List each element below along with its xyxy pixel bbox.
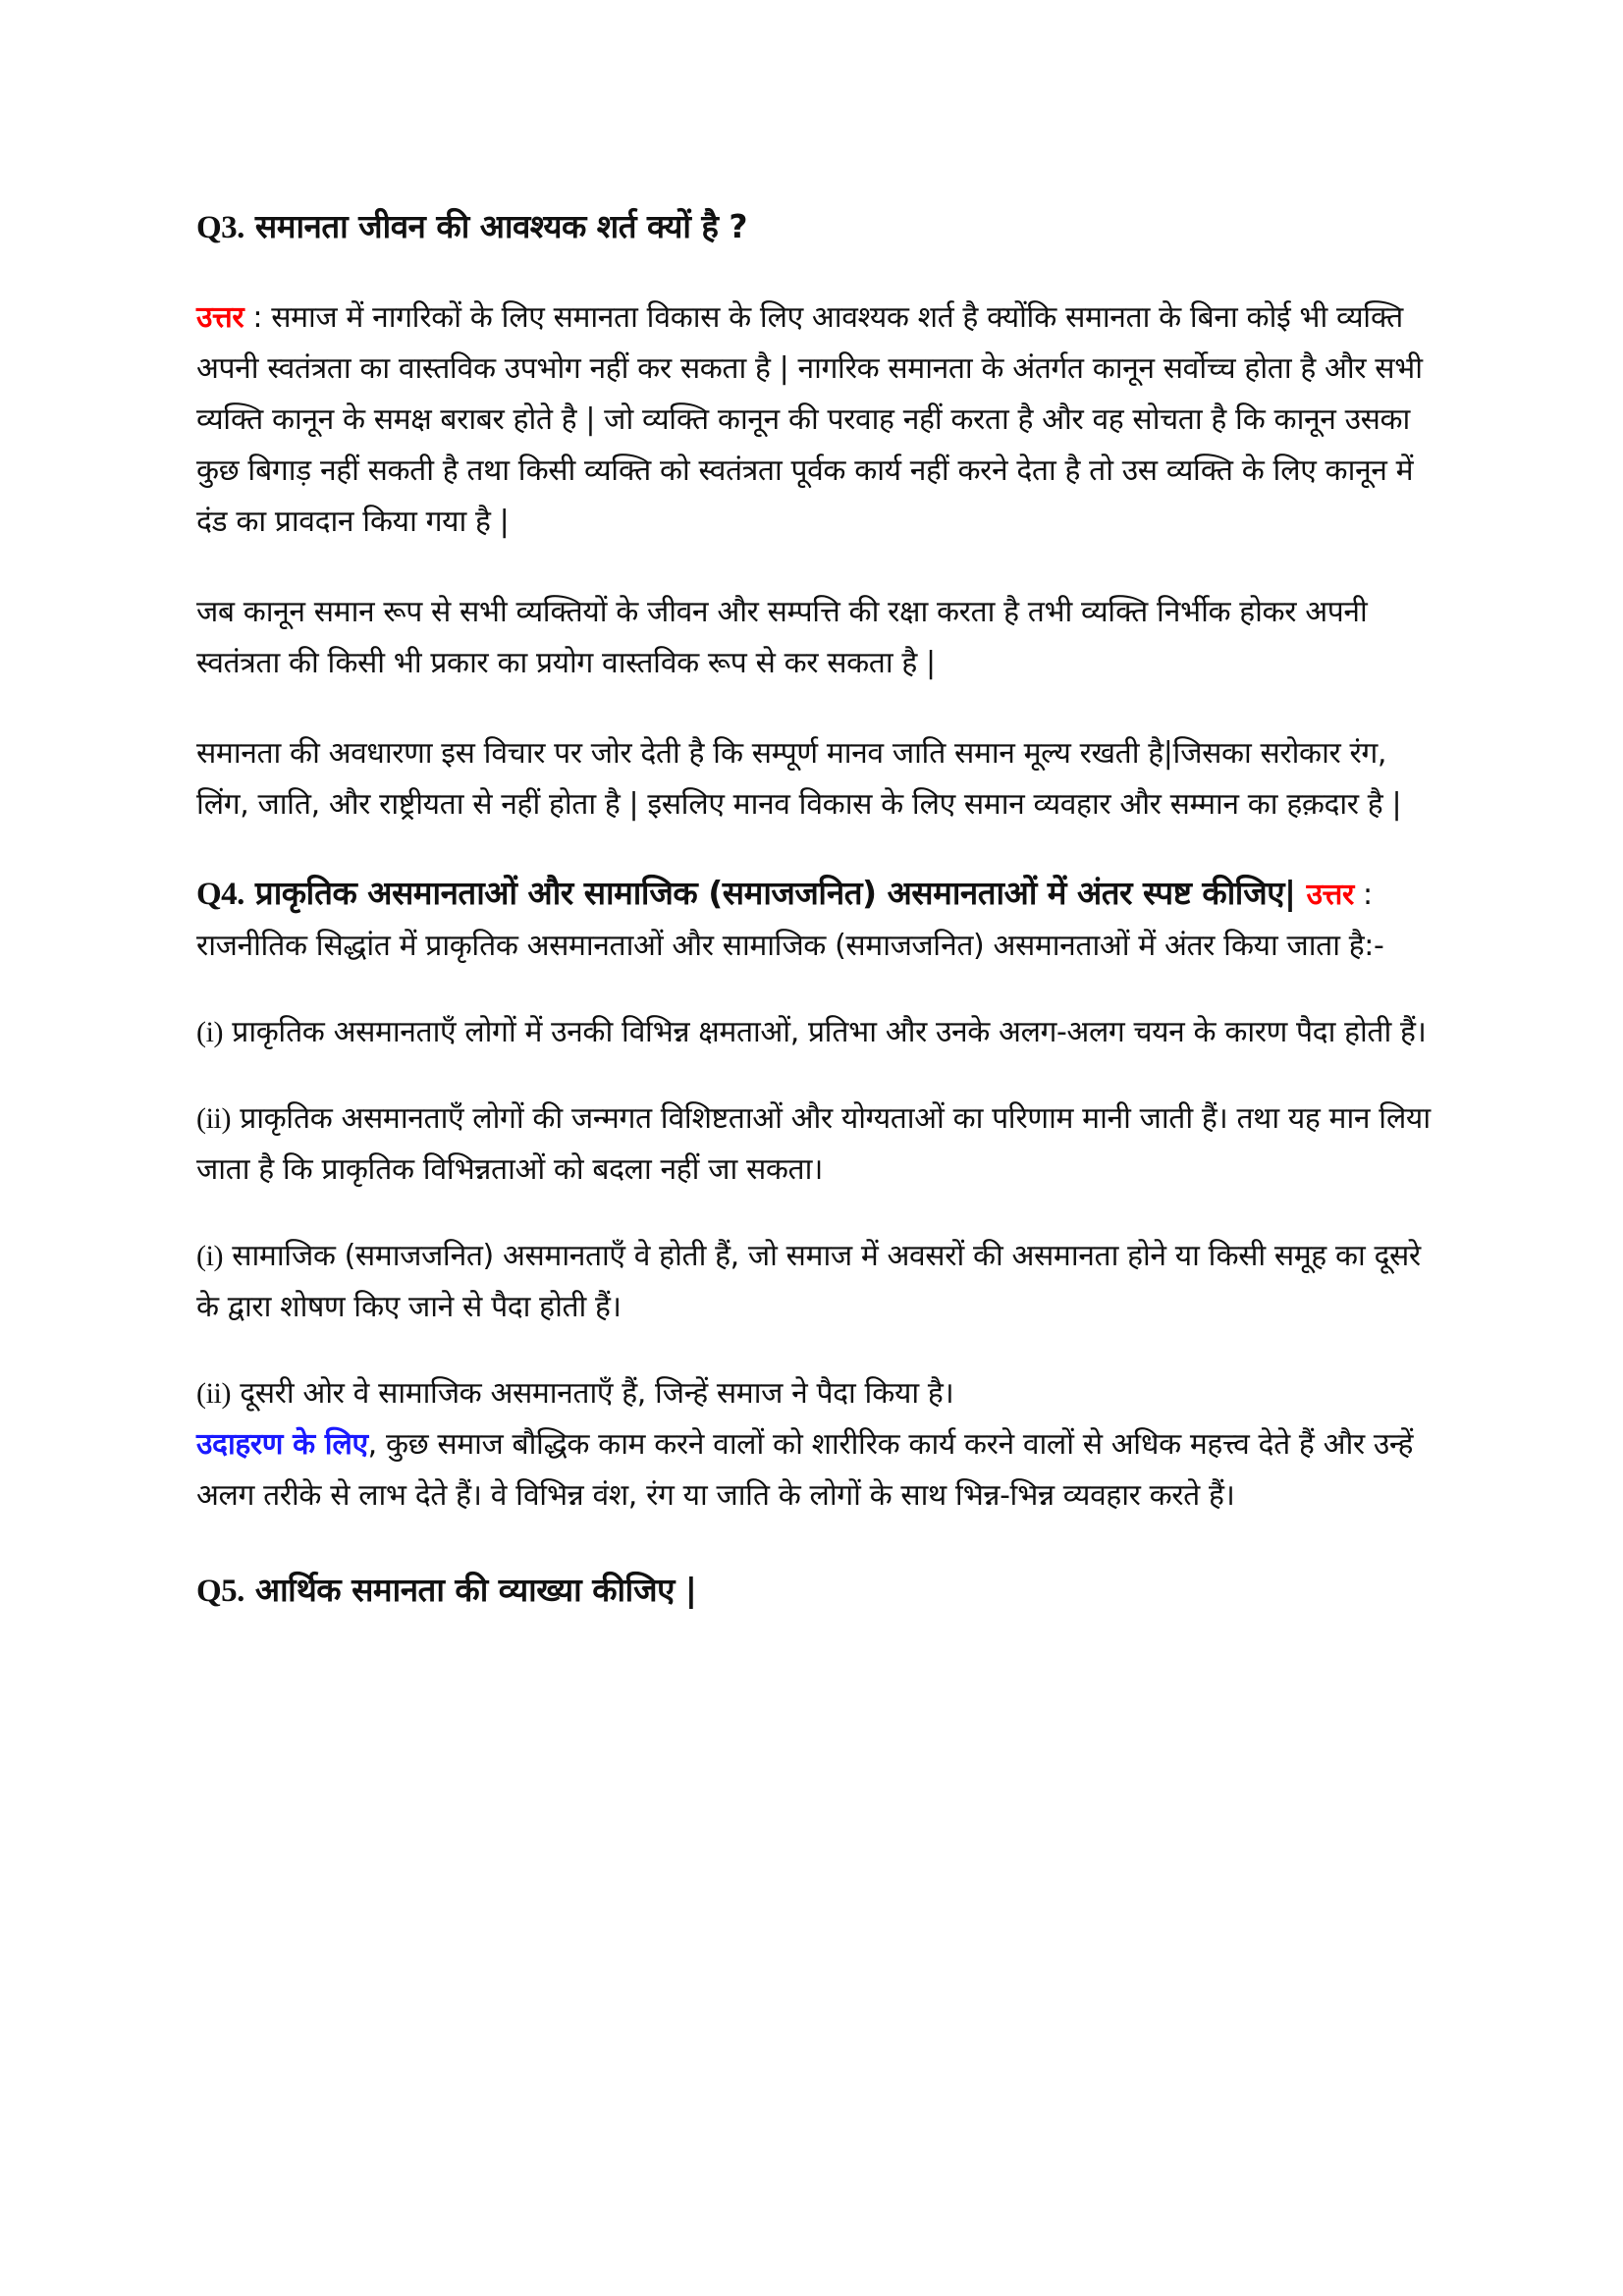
answer-intro-text: : राजनीतिक सिद्धांत में प्राकृतिक असमानताओं और सामाजिक (समाजजनित) असमानताओं में अंतर किया जाता है:- xyxy=(196,878,1384,963)
list-marker: (ii) xyxy=(196,1377,232,1410)
question-text: समानता जीवन की आवश्यक शर्त क्यों है ? xyxy=(254,207,748,245)
list-item-text: दूसरी ओर वे सामाजिक असमानताएँ हैं, जिन्हें समाज ने पैदा किया है। xyxy=(231,1376,954,1411)
list-item-text: सामाजिक (समाजजनित) असमानताएँ वे होती हैं, जो समाज में अवसरों की असमानता होने या किसी समूह का दूसरे के द्वारा शोषण किए जाने से पैदा होती हैं। xyxy=(196,1239,1421,1324)
list-item xyxy=(196,1094,1434,1196)
question-number: Q4. xyxy=(196,877,244,912)
question-4-heading xyxy=(196,874,1307,912)
list-item xyxy=(196,1368,1434,1522)
list-item xyxy=(196,1007,1434,1058)
answer-text: : समाज में नागरिकों के लिए समानता विकास के लिए आवश्यक शर्त है क्योंकि समानता के बिना कोई भी व्यक्ति अपनी स्वतंत्रता का वास्तविक उपभोग नहीं कर सकता है | नागरिक समानता के अंतर्गत कानून सर्वोच्च होता है और सभी व्यक्ति कानून के समक्ष बराबर होते है | जो व्यक्ति कानून की परवाह नहीं करता है और वह सोचता है कि कानून उसका कुछ बिगाड़ नहीं सकती है तथा किसी व्यक्ति को स्वतंत्रता पूर्वक कार्य नहीं करने देता है तो उस व्यक्ति के लिए कानून में दंड का प्रावदान किया गया है | xyxy=(196,300,1423,539)
question-4-block xyxy=(196,868,1434,972)
list-marker: (i) xyxy=(196,1016,224,1048)
paragraph: समानता की अवधारणा इस विचार पर जोर देती है कि सम्पूर्ण मानव जाति समान मूल्य रखती है|जिसका सरोकार रंग, लिंग, जाति, और राष्ट्रीयता से नहीं होता है | इसलिए मानव विकास के लिए समान व्यवहार और सम्मान का हक़दार है | xyxy=(196,736,1402,822)
answer-paragraph xyxy=(196,293,1434,548)
question-number: Q3. xyxy=(196,210,244,245)
question-3-heading xyxy=(196,201,1434,253)
question-text: प्राकृतिक असमानताओं और सामाजिक (समाजजनित) असमानताओं में अंतर स्पष्ट कीजिए| xyxy=(254,874,1296,912)
answer-label: उत्तर xyxy=(196,300,244,335)
question-5-heading xyxy=(196,1565,1434,1617)
example-label: उदाहरण के लिए xyxy=(196,1427,368,1462)
list-item-text: प्राकृतिक असमानताएँ लोगों में उनकी विभिन्न क्षमताओं, प्रतिभा और उनके अलग-अलग चयन के कारण पैदा होती हैं। xyxy=(223,1015,1427,1049)
list-item-text: प्राकृतिक असमानताएँ लोगों की जन्मगत विशिष्टताओं और योग्यताओं का परिणाम मानी जाती हैं। तथा यह मान लिया जाता है कि प्राकृतिक विभिन्नताओं को बदला नहीं जा सकता। xyxy=(196,1101,1431,1187)
list-item xyxy=(196,1231,1434,1333)
question-text: आर्थिक समानता की व्याख्या कीजिए | xyxy=(254,1571,697,1609)
list-marker: (ii) xyxy=(196,1102,232,1135)
document-page xyxy=(196,201,1434,1617)
paragraph: जब कानून समान रूप से सभी व्यक्तियों के जीवन और सम्पत्ति की रक्षा करता है तभी व्यक्ति निर्भीक होकर अपनी स्वतंत्रता की किसी भी प्रकार का प्रयोग वास्तविक रूप से कर सकता है | xyxy=(196,595,1368,680)
list-marker: (i) xyxy=(196,1240,224,1272)
answer-label: उत्तर xyxy=(1306,878,1354,912)
question-number: Q5. xyxy=(196,1574,244,1609)
question-4-with-answer-intro xyxy=(196,868,1434,972)
example-line xyxy=(196,1419,1434,1522)
example-text: , कुछ समाज बौद्धिक काम करने वालों को शारीरिक कार्य करने वालों से अधिक महत्त्व देते हैं और उन्हें अलग तरीके से लाभ देते हैं। वे विभिन्न वंश, रंग या जाति के लोगों के साथ भिन्न-भिन्न व्यवहार करते हैं। xyxy=(196,1427,1414,1513)
